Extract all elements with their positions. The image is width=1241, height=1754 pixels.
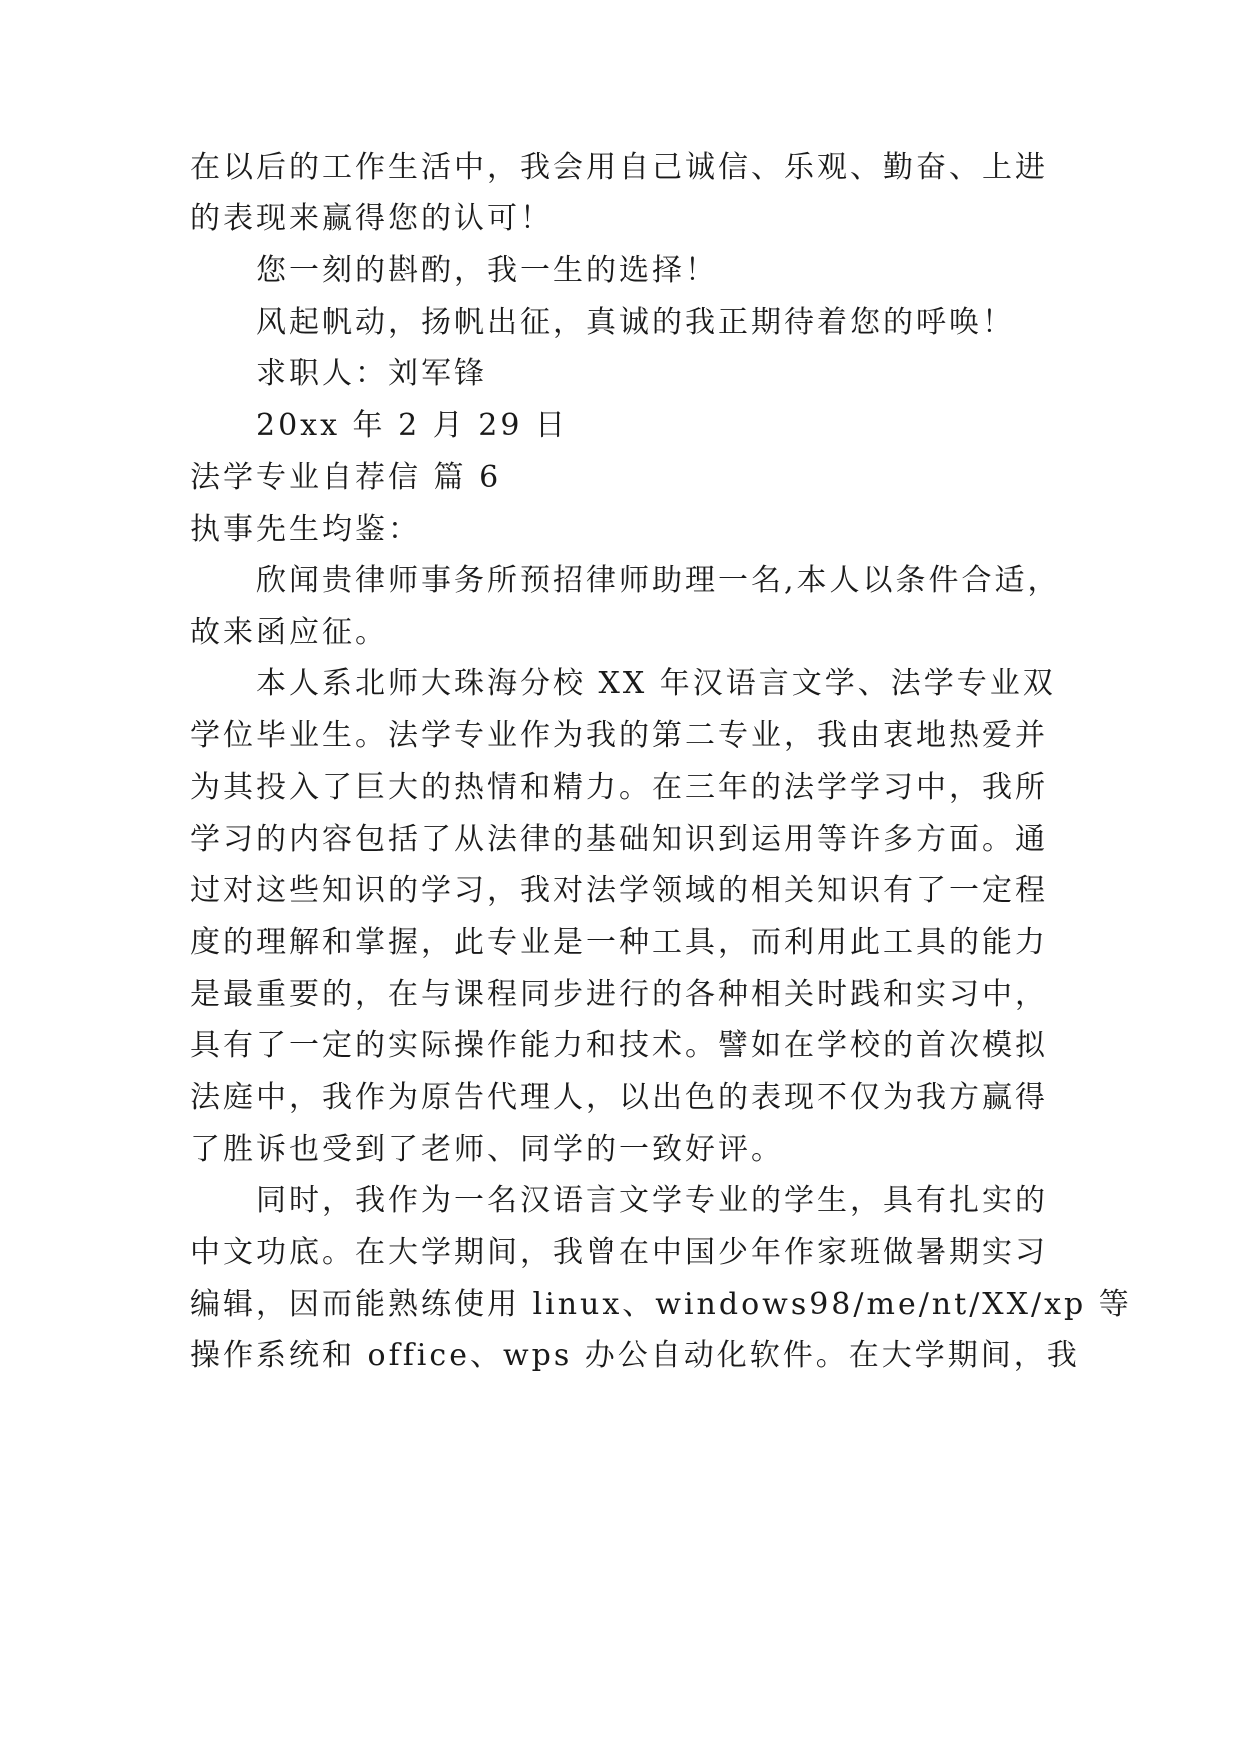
letter-date: 20xx 年 2 月 29 日 [256,408,568,443]
text-line-14: 学习的内容包括了从法律的基础知识到运用等许多方面。通 [190,822,1048,857]
text-line-24: 操作系统和 office、wps 办公自动化软件。在大学期间，我 [190,1338,1080,1373]
text-line-21: 同时，我作为一名汉语言文学专业的学生，具有扎实的 [256,1183,1048,1218]
text-line-16: 度的理解和掌握，此专业是一种工具，而利用此工具的能力 [190,925,1048,960]
text-line-15: 过对这些知识的学习，我对法学领域的相关知识有了一定程 [190,873,1048,908]
text-line-19: 法庭中，我作为原告代理人，以出色的表现不仅为我方赢得 [190,1080,1048,1115]
text-line-22: 中文功底。在大学期间，我曾在中国少年作家班做暑期实习 [190,1235,1048,1270]
salutation: 执事先生均鉴： [190,512,421,547]
text-line-18: 具有了一定的实际操作能力和技术。譬如在学校的首次模拟 [190,1028,1048,1063]
text-line-17: 是最重要的，在与课程同步进行的各种相关时践和实习中， [190,977,1048,1012]
text-line-2: 的表现来赢得您的认可！ [190,201,553,236]
text-line-23: 编辑，因而能熟练使用 linux、windows98/me/nt/XX/xp 等 [190,1287,1132,1322]
text-line-20: 了胜诉也受到了老师、同学的一致好评。 [190,1132,784,1167]
applicant-signature: 求职人：刘军锋 [256,356,487,391]
text-line-12: 学位毕业生。法学专业作为我的第二专业，我由衷地热爱并 [190,718,1048,753]
text-line-10: 故来函应征。 [190,615,388,650]
text-line-13: 为其投入了巨大的热情和精力。在三年的法学学习中，我所 [190,770,1048,805]
text-line-9: 欣闻贵律师事务所预招律师助理一名,本人以条件合适， [256,563,1061,598]
text-line-3: 您一刻的斟酌，我一生的选择！ [256,253,718,288]
section-title: 法学专业自荐信 篇 6 [190,460,502,495]
text-line-4: 风起帆动，扬帆出征，真诚的我正期待着您的呼唤！ [256,305,1015,340]
text-line-11: 本人系北师大珠海分校 XX 年汉语言文学、法学专业双 [256,666,1056,701]
text-line-1: 在以后的工作生活中，我会用自己诚信、乐观、勤奋、上进 [190,150,1048,185]
